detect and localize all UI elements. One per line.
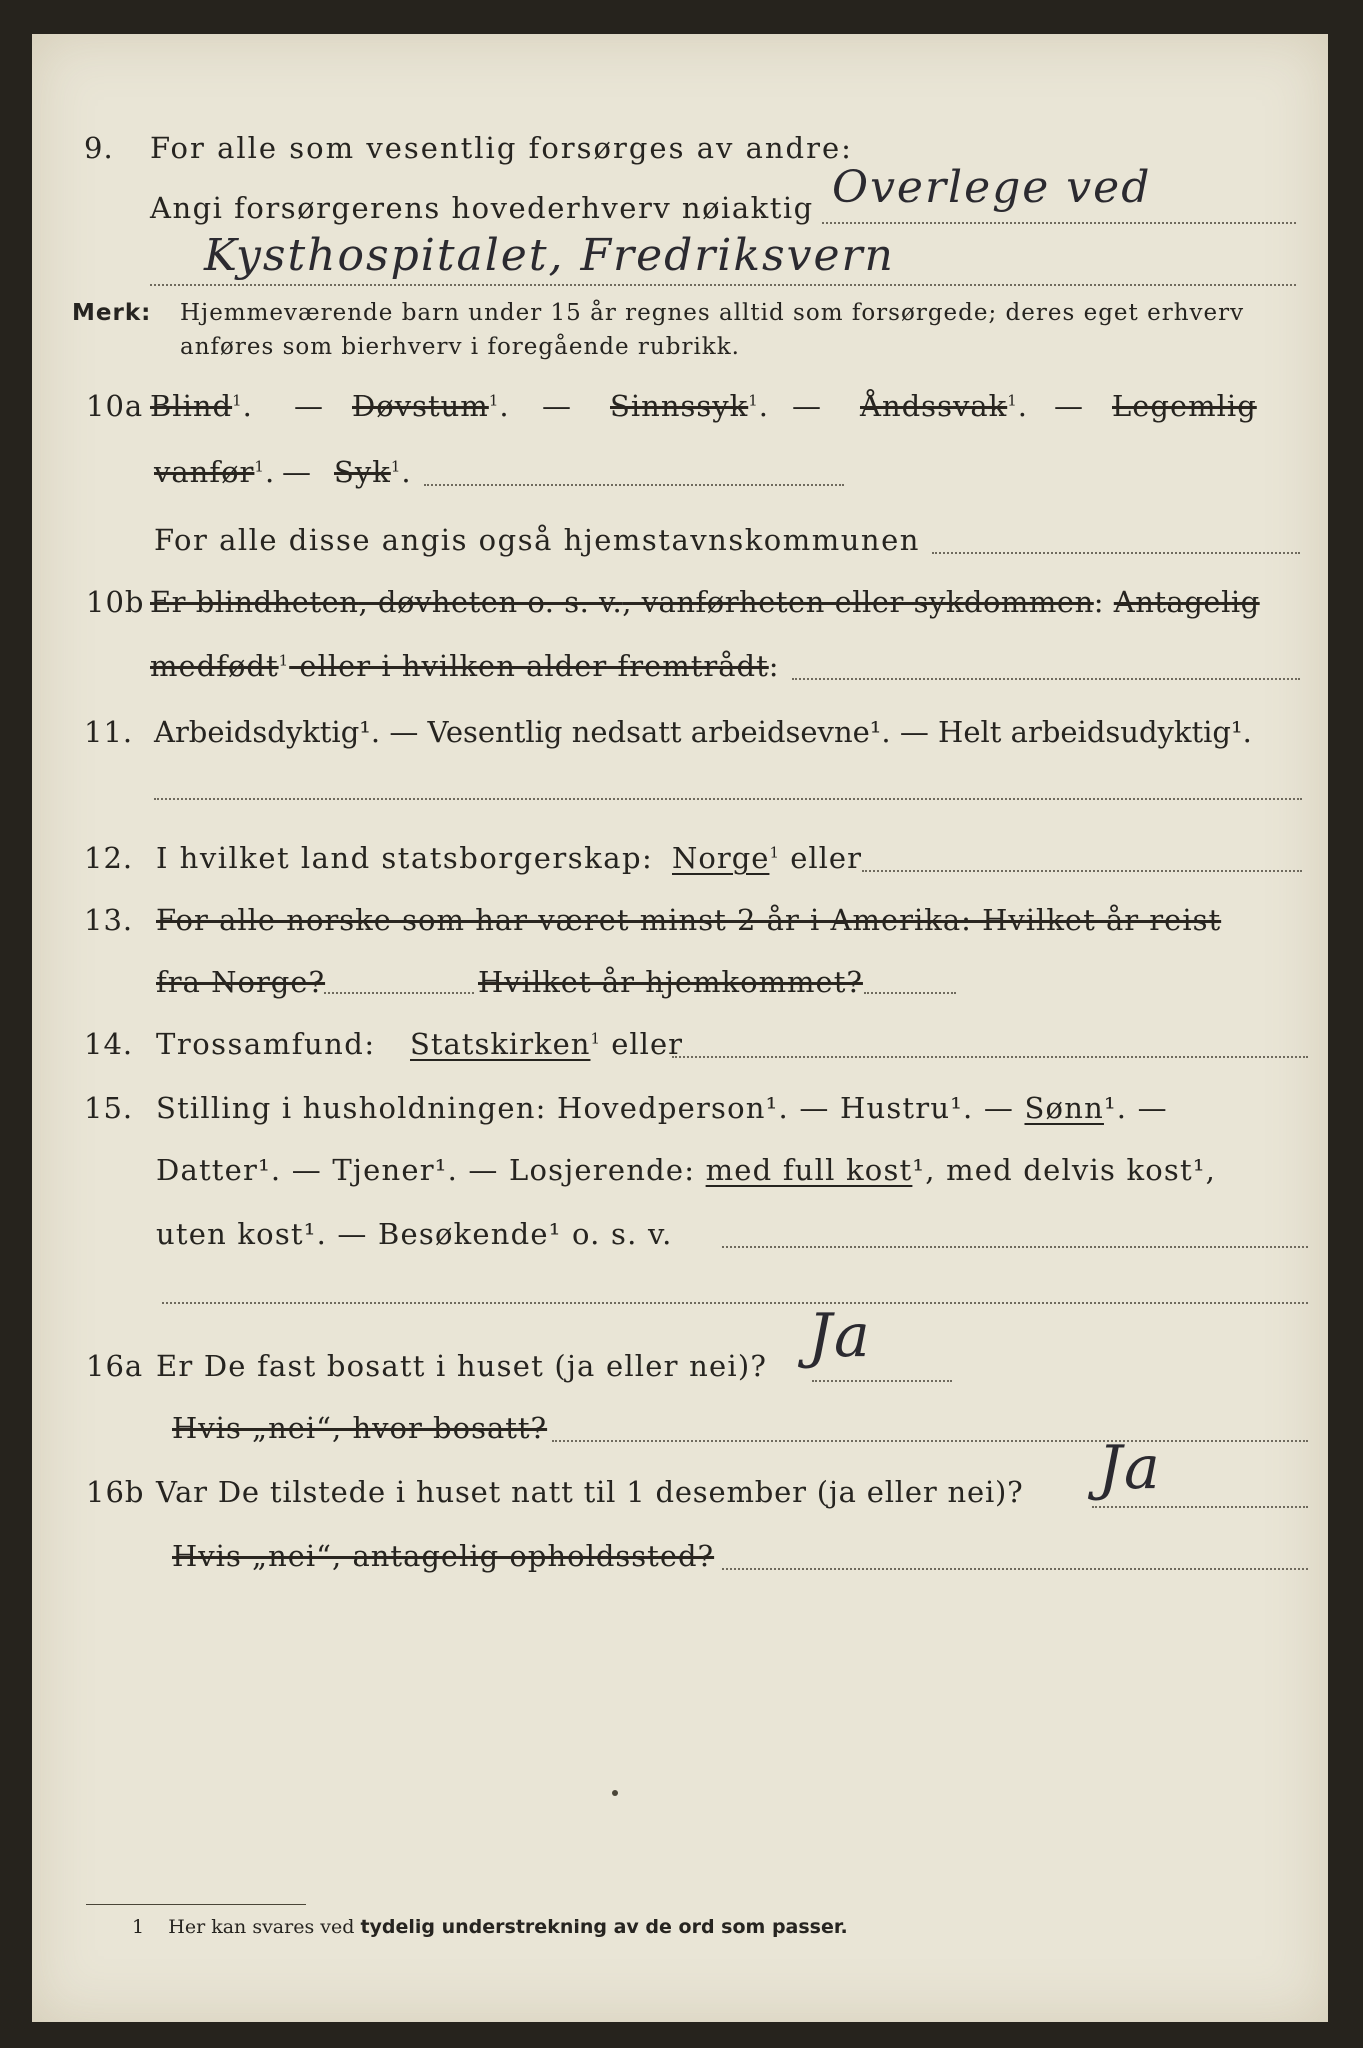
- note-text: Hjemmeværende barn under 15 år regnes alltid som forsørgede; deres eget erhverv: [180, 300, 1245, 326]
- footnote: [132, 1916, 848, 1938]
- dotted-answer-line: [150, 284, 1296, 286]
- footnote-mark: 1: [132, 1916, 145, 1938]
- question-text: For alle som vesentlig forsørges av andre:: [150, 131, 853, 165]
- census-form-page: [32, 34, 1328, 2022]
- separator: —: [792, 389, 822, 423]
- question-text: Er blindheten, døvheten o. s. v., vanførheten eller sykdommen: Antagelig: [150, 585, 1260, 619]
- question-number: 16b: [86, 1475, 145, 1509]
- question-text: Er De fast bosatt i huset (ja eller nei)?: [156, 1349, 768, 1383]
- option-legemlig: Legemlig: [1112, 389, 1257, 423]
- question-number: 16a: [86, 1349, 144, 1383]
- footnote-rule: [86, 1904, 306, 1905]
- question-number: 12.: [84, 841, 134, 875]
- option-syk: Syk$^1$.: [334, 455, 412, 489]
- question-text-struck: Hvilket år hjemkommet?: [478, 965, 863, 999]
- question-text: I hvilket land statsborgerskap:: [156, 841, 654, 875]
- question-10b-line1: [32, 580, 1328, 624]
- question-number: 10b: [86, 585, 145, 619]
- footnote-text: Her kan svares ved: [168, 1916, 355, 1938]
- footnote-bold-text: tydelig understrekning av de ord som passer.: [360, 1916, 848, 1938]
- dotted-answer-line: [864, 992, 956, 994]
- handwritten-answer: Kysthospitalet, Fredriksvern: [204, 230, 895, 281]
- question-text: uten kost¹. — Besøkende¹ o. s. v.: [156, 1217, 673, 1251]
- separator: —: [294, 389, 324, 423]
- dotted-answer-line: [812, 1380, 952, 1382]
- question-number: 9.: [84, 131, 114, 165]
- question-text-struck: For alle norske som har været minst 2 år i Amerika: Hvilket år reist: [156, 903, 1222, 937]
- question-number: 15.: [84, 1091, 134, 1125]
- dotted-answer-line: [162, 1302, 1308, 1304]
- dotted-answer-line: [424, 484, 844, 486]
- question-10b-line2: [32, 644, 1328, 688]
- question-10a-line1: [32, 384, 1328, 428]
- question-15-line1: [32, 1086, 1328, 1130]
- handwritten-answer: Ja: [808, 1301, 872, 1371]
- question-text-struck: Hvis „nei“, hvor bosatt?: [172, 1411, 548, 1445]
- question-13-line2: [32, 960, 1328, 1004]
- dotted-answer-line: [822, 222, 1296, 224]
- dotted-answer-line: [932, 552, 1300, 554]
- question-12: [32, 836, 1328, 880]
- question-text-struck: fra Norge?: [156, 965, 326, 999]
- separator: —: [282, 455, 312, 489]
- handwritten-answer: Overlege ved: [832, 162, 1152, 213]
- question-text: Arbeidsdyktig¹. — Vesentlig nedsatt arbeidsevne¹. — Helt arbeidsudyktig¹.: [154, 715, 1252, 749]
- option-vanfor: vanfør$^1$.: [154, 455, 276, 489]
- answer-norge-underlined: Norge$^1$ eller: [672, 841, 862, 875]
- question-text: Angi forsørgerens hovederhverv nøiaktig: [150, 191, 814, 225]
- question-number: 13.: [84, 903, 134, 937]
- merk-note-line2: [32, 330, 1328, 374]
- dotted-answer-line: [862, 870, 1302, 872]
- dotted-answer-line: [722, 1568, 1308, 1570]
- option-andssvak: Åndssvak$^1$.: [860, 389, 1028, 423]
- dotted-answer-line: [792, 678, 1300, 680]
- dotted-answer-line: [722, 1246, 1308, 1248]
- question-15-line2: [32, 1148, 1328, 1192]
- option-blind: Blind$^1$.: [150, 389, 253, 423]
- question-14: [32, 1022, 1328, 1066]
- ink-dot-mark: [612, 1790, 618, 1796]
- question-11-line1: [32, 710, 1328, 754]
- question-text: Var De tilstede i huset natt til 1 desember (ja eller nei)?: [156, 1475, 1024, 1509]
- question-number: 10a: [86, 389, 144, 423]
- question-15-line3: [32, 1212, 1328, 1256]
- question-10a-line3: [32, 518, 1328, 562]
- question-11-line2: [32, 770, 1328, 814]
- answer-statskirken-underlined: Statskirken$^1$ eller: [410, 1027, 683, 1061]
- merk-label: Merk:: [72, 300, 152, 326]
- dotted-answer-line: [324, 992, 474, 994]
- handwritten-answer: Ja: [1098, 1433, 1162, 1503]
- question-16a-line1: [32, 1301, 1328, 1388]
- question-15-line4: [32, 1272, 1328, 1316]
- dotted-answer-line: [672, 1056, 1308, 1058]
- question-text: Trossamfund:: [156, 1027, 376, 1061]
- option-sinnssyk: Sinnssyk$^1$.: [610, 389, 769, 423]
- separator: —: [542, 389, 572, 423]
- dotted-answer-line: [154, 798, 1302, 800]
- question-9-line2: [32, 162, 1328, 230]
- question-text: medfødt$^1$ eller i hvilken alder fremtrådt:: [150, 649, 780, 683]
- question-number: 14.: [84, 1027, 134, 1061]
- option-dovstum: Døvstum$^1$.: [352, 389, 510, 423]
- question-16b-line2: [32, 1534, 1328, 1578]
- question-16b-line1: [32, 1433, 1328, 1514]
- question-9-line3: [32, 230, 1328, 290]
- question-13-line1: [32, 898, 1328, 942]
- dotted-answer-line: [1092, 1506, 1308, 1508]
- question-text: For alle disse angis også hjemstavnskommunen: [154, 523, 920, 557]
- question-text: Datter¹. — Tjener¹. — Losjerende: med full kost¹, med delvis kost¹,: [156, 1153, 1217, 1187]
- question-10a-line2: [32, 450, 1328, 494]
- question-number: 11.: [84, 715, 134, 749]
- question-text: Stilling i husholdningen: Hovedperson¹. — Hustru¹. — Sønn¹. —: [156, 1091, 1168, 1125]
- separator: —: [1054, 389, 1084, 423]
- note-text: anføres som bierhverv i foregående rubrikk.: [180, 334, 740, 360]
- question-text-struck: Hvis „nei“, antagelig opholdssted?: [172, 1539, 715, 1573]
- dotted-answer-line: [552, 1440, 1308, 1442]
